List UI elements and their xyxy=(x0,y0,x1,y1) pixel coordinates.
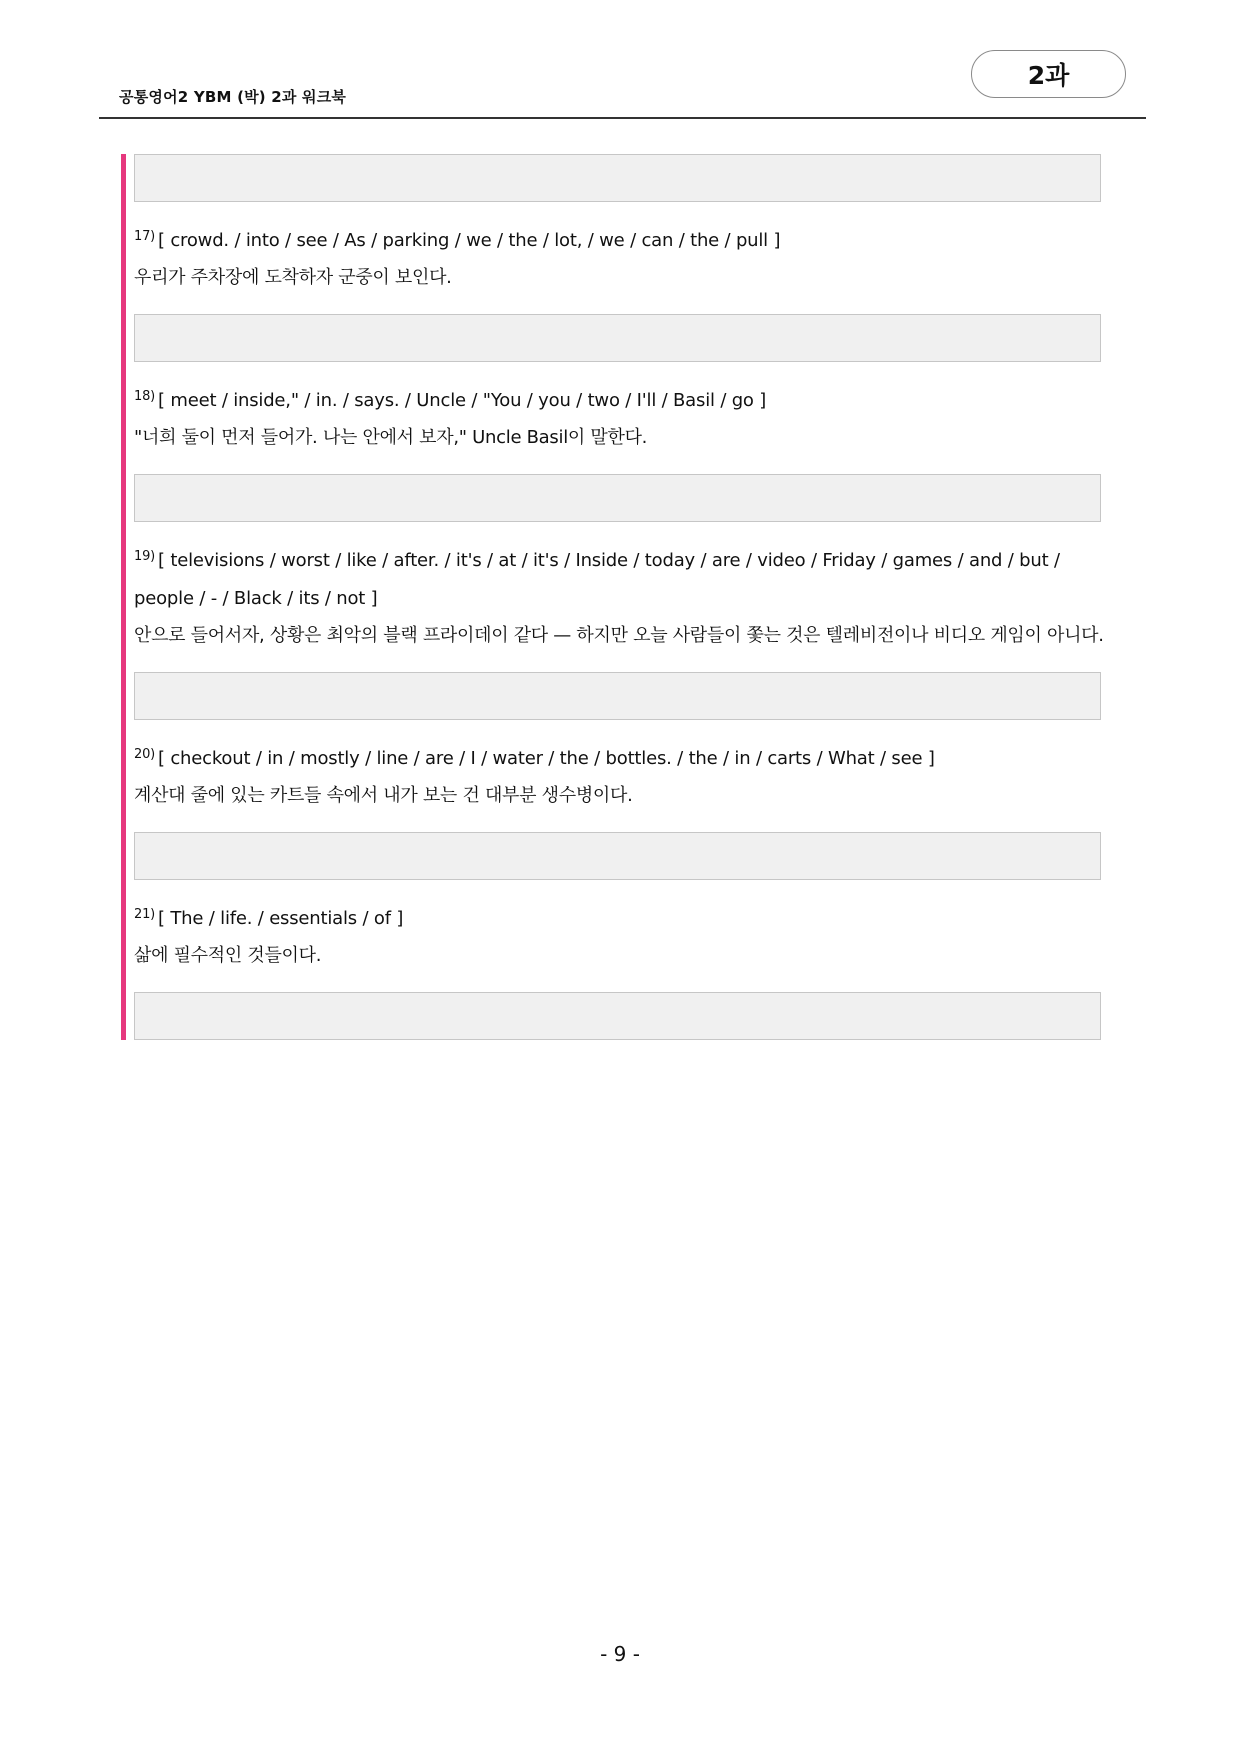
header-divider xyxy=(99,117,1146,119)
answer-box[interactable] xyxy=(134,474,1101,522)
question-prompt xyxy=(134,896,1121,938)
question-prompt xyxy=(134,538,1121,618)
question-20 xyxy=(134,736,1121,814)
question-prompt xyxy=(134,736,1121,778)
scrambled-words: [ crowd. / into / see / As / parking / we / the / lot, / we / can / the / pull ] xyxy=(158,230,781,251)
question-number: 17) xyxy=(134,229,156,244)
scrambled-words: [ televisions / worst / like / after. / it's / at / it's / Inside / today / are / video / Friday / games / and / but / people / - / Black / its / not ] xyxy=(134,550,1060,609)
answer-box[interactable] xyxy=(134,992,1101,1040)
korean-translation: "너희 둘이 먼저 들어가. 나는 안에서 보자," Uncle Basil이 말한다. xyxy=(134,427,648,448)
question-number: 21) xyxy=(134,907,156,922)
korean-translation: 삶에 필수적인 것들이다. xyxy=(134,945,322,966)
question-19 xyxy=(134,538,1121,654)
question-21 xyxy=(134,896,1121,974)
question-prompt xyxy=(134,218,1121,260)
answer-box[interactable] xyxy=(134,314,1101,362)
answer-box[interactable] xyxy=(134,154,1101,202)
answer-box[interactable] xyxy=(134,832,1101,880)
korean-translation: 우리가 주차장에 도착하자 군중이 보인다. xyxy=(134,267,452,288)
question-17 xyxy=(134,218,1121,296)
question-number: 20) xyxy=(134,747,156,762)
scrambled-words: [ checkout / in / mostly / line / are / I / water / the / bottles. / the / in / carts / What / see ] xyxy=(158,748,935,769)
question-18 xyxy=(134,378,1121,456)
question-number: 19) xyxy=(134,549,156,564)
question-number: 18) xyxy=(134,389,156,404)
scrambled-words: [ meet / inside," / in. / says. / Uncle / "You / you / two / I'll / Basil / go ] xyxy=(158,390,767,411)
worksheet-section xyxy=(121,154,1121,1040)
lesson-badge: 2과 xyxy=(971,50,1126,98)
document-title: 공통영어2 YBM (박) 2과 워크북 xyxy=(119,88,347,106)
korean-translation: 계산대 줄에 있는 카트들 속에서 내가 보는 건 대부분 생수병이다. xyxy=(134,785,633,806)
question-prompt xyxy=(134,378,1121,420)
scrambled-words: [ The / life. / essentials / of ] xyxy=(158,908,404,929)
korean-translation: 안으로 들어서자, 상황은 최악의 블랙 프라이데이 같다 — 하지만 오늘 사람들이 쫓는 것은 텔레비전이나 비디오 게임이 아니다. xyxy=(134,625,1104,646)
page-number: - 9 - xyxy=(600,1642,640,1666)
answer-box[interactable] xyxy=(134,672,1101,720)
